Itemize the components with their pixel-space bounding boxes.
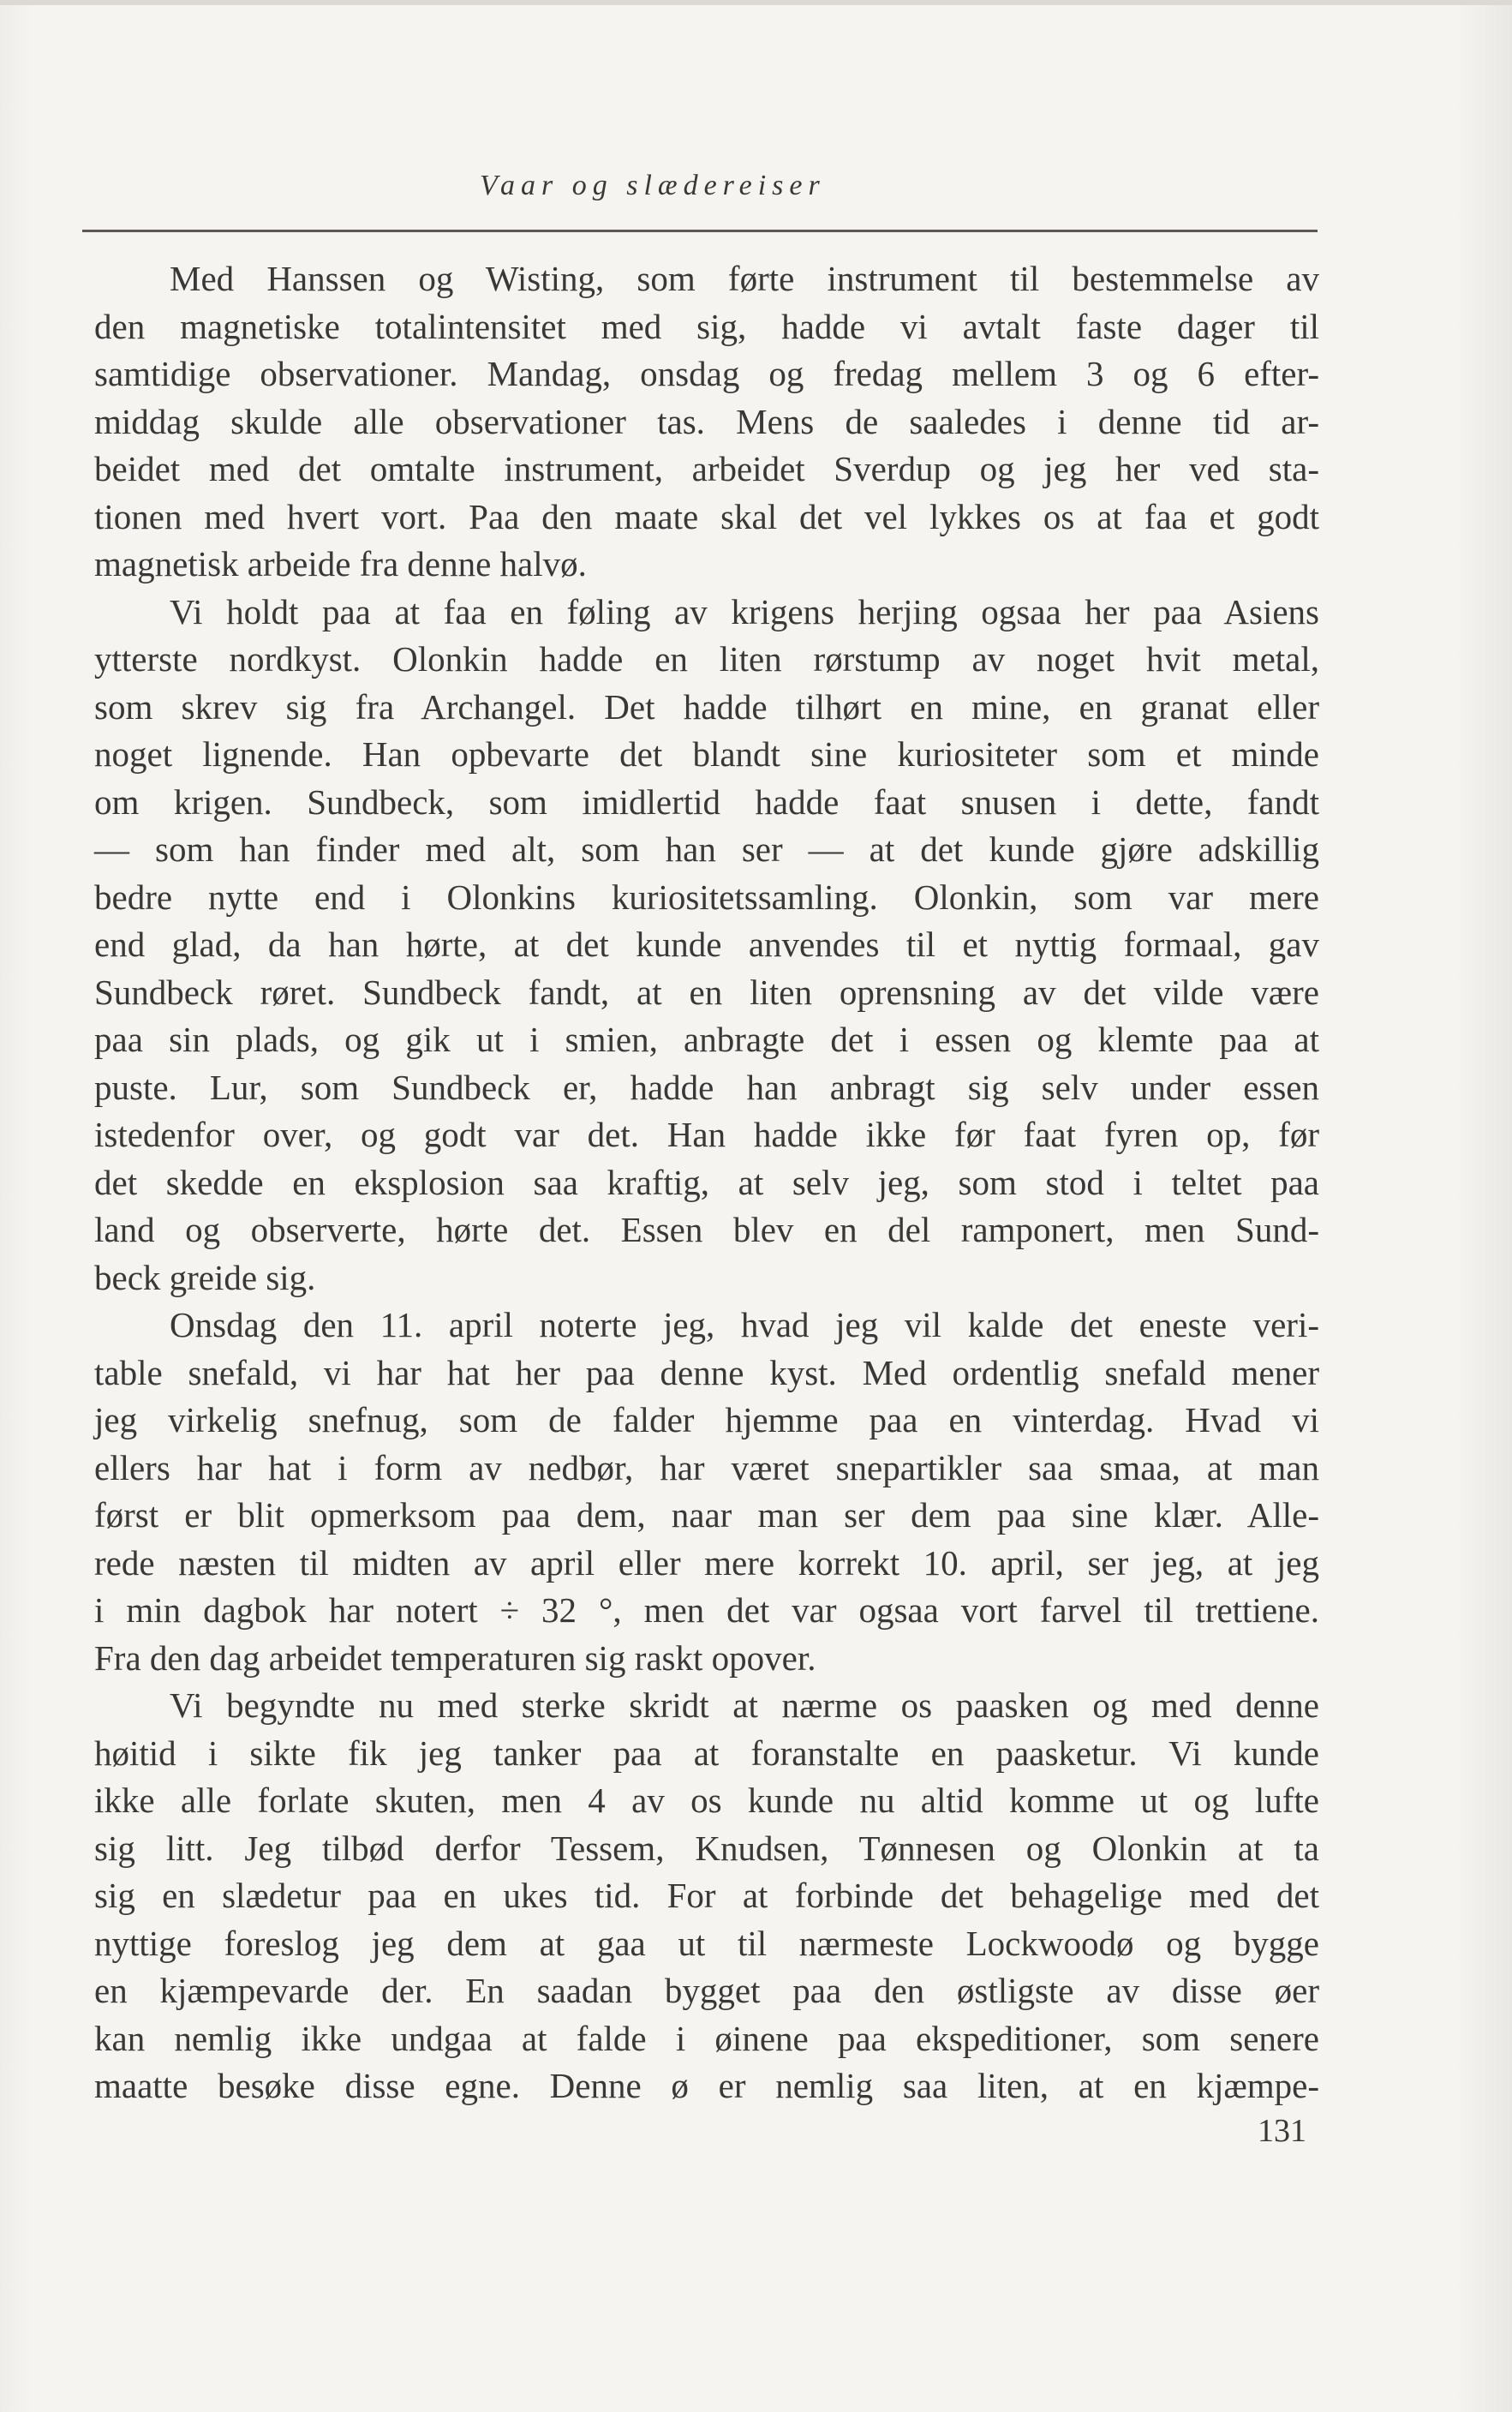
- text-line: puste. Lur, som Sundbeck er, hadde han anbragt sig selv under essen: [94, 1067, 1319, 1107]
- paragraph: [94, 1682, 1319, 2110]
- text-line: land og observerte, hørte det. Essen blev en del ramponert, men Sund-: [94, 1210, 1319, 1249]
- text-line: Sundbeck røret. Sundbeck fandt, at en liten oprensning av det vilde være: [94, 972, 1319, 1012]
- text-line: maatte besøke disse egne. Denne ø er nemlig saa liten, at en kjæmpe-: [94, 2066, 1319, 2105]
- text-line: rede næsten til midten av april eller mere korrekt 10. april, ser jeg, at jeg: [94, 1542, 1319, 1583]
- text-line: magnetisk arbeide fra denne halvø.: [94, 544, 587, 584]
- text-line: paa sin plads, og gik ut i smien, anbragte det i essen og klemte paa at: [94, 1020, 1319, 1059]
- text-line: en kjæmpevarde der. En saadan bygget paa den østligste av disse øer: [94, 1971, 1319, 2010]
- text-line: Med Hanssen og Wisting, som førte instrument til bestemmelse av: [170, 259, 1319, 298]
- text-line: som skrev sig fra Archangel. Det hadde tilhørt en mine, en granat eller: [94, 686, 1319, 727]
- text-line: ytterste nordkyst. Olonkin hadde en liten rørstump av noget hvit metal,: [94, 639, 1319, 679]
- text-line: Vi begyndte nu med sterke skridt at nærme os paasken og med denne: [170, 1685, 1319, 1725]
- text-line: nyttige foreslog jeg dem at gaa ut til nærmeste Lockwoodø og bygge: [94, 1923, 1319, 1963]
- text-line: samtidige observationer. Mandag, onsdag og fredag mellem 3 og 6 efter-: [94, 354, 1319, 393]
- page-number: 131: [1258, 2113, 1306, 2149]
- text-line: jeg virkelig snefnug, som de falder hjemme paa en vinterdag. Hvad vi: [94, 1400, 1319, 1439]
- text-line: sig en slædetur paa en ukes tid. For at forbinde det behagelige med det: [94, 1876, 1319, 1915]
- text-line: Vi holdt paa at faa en føling av krigens herjing ogsaa her paa Asiens: [170, 591, 1319, 631]
- text-line: beidet med det omtalte instrument, arbeidet Sverdup og jeg her ved sta-: [94, 449, 1319, 488]
- text-line: table snefald, vi har hat her paa denne kyst. Med ordentlig snefald mener: [94, 1352, 1319, 1392]
- text-line: bedre nytte end i Olonkins kuriositetssamling. Olonkin, som var mere: [94, 877, 1319, 917]
- text-line: Fra den dag arbeidet temperaturen sig raskt opover.: [94, 1637, 816, 1678]
- text-line: sig litt. Jeg tilbød derfor Tessem, Knudsen, Tønnesen og Olonkin at ta: [94, 1828, 1319, 1868]
- text-line: i min dagbok har notert ÷ 32 °, men det var ogsaa vort farvel til trettiene.: [94, 1590, 1319, 1630]
- page-top-edge: [0, 0, 1512, 5]
- text-line: — som han finder med alt, som han ser — at det kunde gjøre adskillig: [94, 829, 1319, 869]
- text-line: det skedde en eksplosion saa kraftig, at selv jeg, som stod i teltet paa: [94, 1162, 1319, 1202]
- text-line: ikke alle forlate skuten, men 4 av os kunde nu altid komme ut og lufte: [94, 1781, 1319, 1820]
- text-line: Onsdag den 11. april noterte jeg, hvad jeg vil kalde det eneste veri-: [170, 1305, 1319, 1344]
- header-rule: [82, 230, 1318, 232]
- text-line: beck greide sig.: [94, 1257, 316, 1297]
- paragraph: [94, 589, 1319, 1302]
- text-line: tionen med hvert vort. Paa den maate skal det vel lykkes os at faa et godt: [94, 496, 1319, 536]
- text-line: noget lignende. Han opbevarte det blandt sine kuriositeter som et minde: [94, 734, 1319, 774]
- text-line: om krigen. Sundbeck, som imidlertid hadde faat snusen i dette, fandt: [94, 781, 1319, 822]
- text-line: ellers har hat i form av nedbør, har været snepartikler saa smaa, at man: [94, 1447, 1319, 1487]
- paragraph: [94, 1302, 1319, 1682]
- text-line: middag skulde alle observationer tas. Mens de saaledes i denne tid ar-: [94, 401, 1319, 441]
- text-line: høitid i sikte fik jeg tanker paa at foranstalte en paasketur. Vi kunde: [94, 1733, 1319, 1773]
- text-line: den magnetiske totalintensitet med sig, hadde vi avtalt faste dager til: [94, 306, 1319, 346]
- paragraph: [94, 255, 1319, 589]
- running-header: Vaar og slædereiser: [480, 170, 826, 201]
- body-text: [94, 255, 1319, 2110]
- text-line: end glad, da han hørte, at det kunde anvendes til et nyttig formaal, gav: [94, 925, 1319, 964]
- text-line: istedenfor over, og godt var det. Han hadde ikke før faat fyren op, før: [94, 1115, 1319, 1154]
- text-line: først er blit opmerksom paa dem, naar man ser dem paa sine klær. Alle-: [94, 1495, 1319, 1535]
- text-line: kan nemlig ikke undgaa at falde i øinene paa ekspeditioner, som senere: [94, 2018, 1319, 2058]
